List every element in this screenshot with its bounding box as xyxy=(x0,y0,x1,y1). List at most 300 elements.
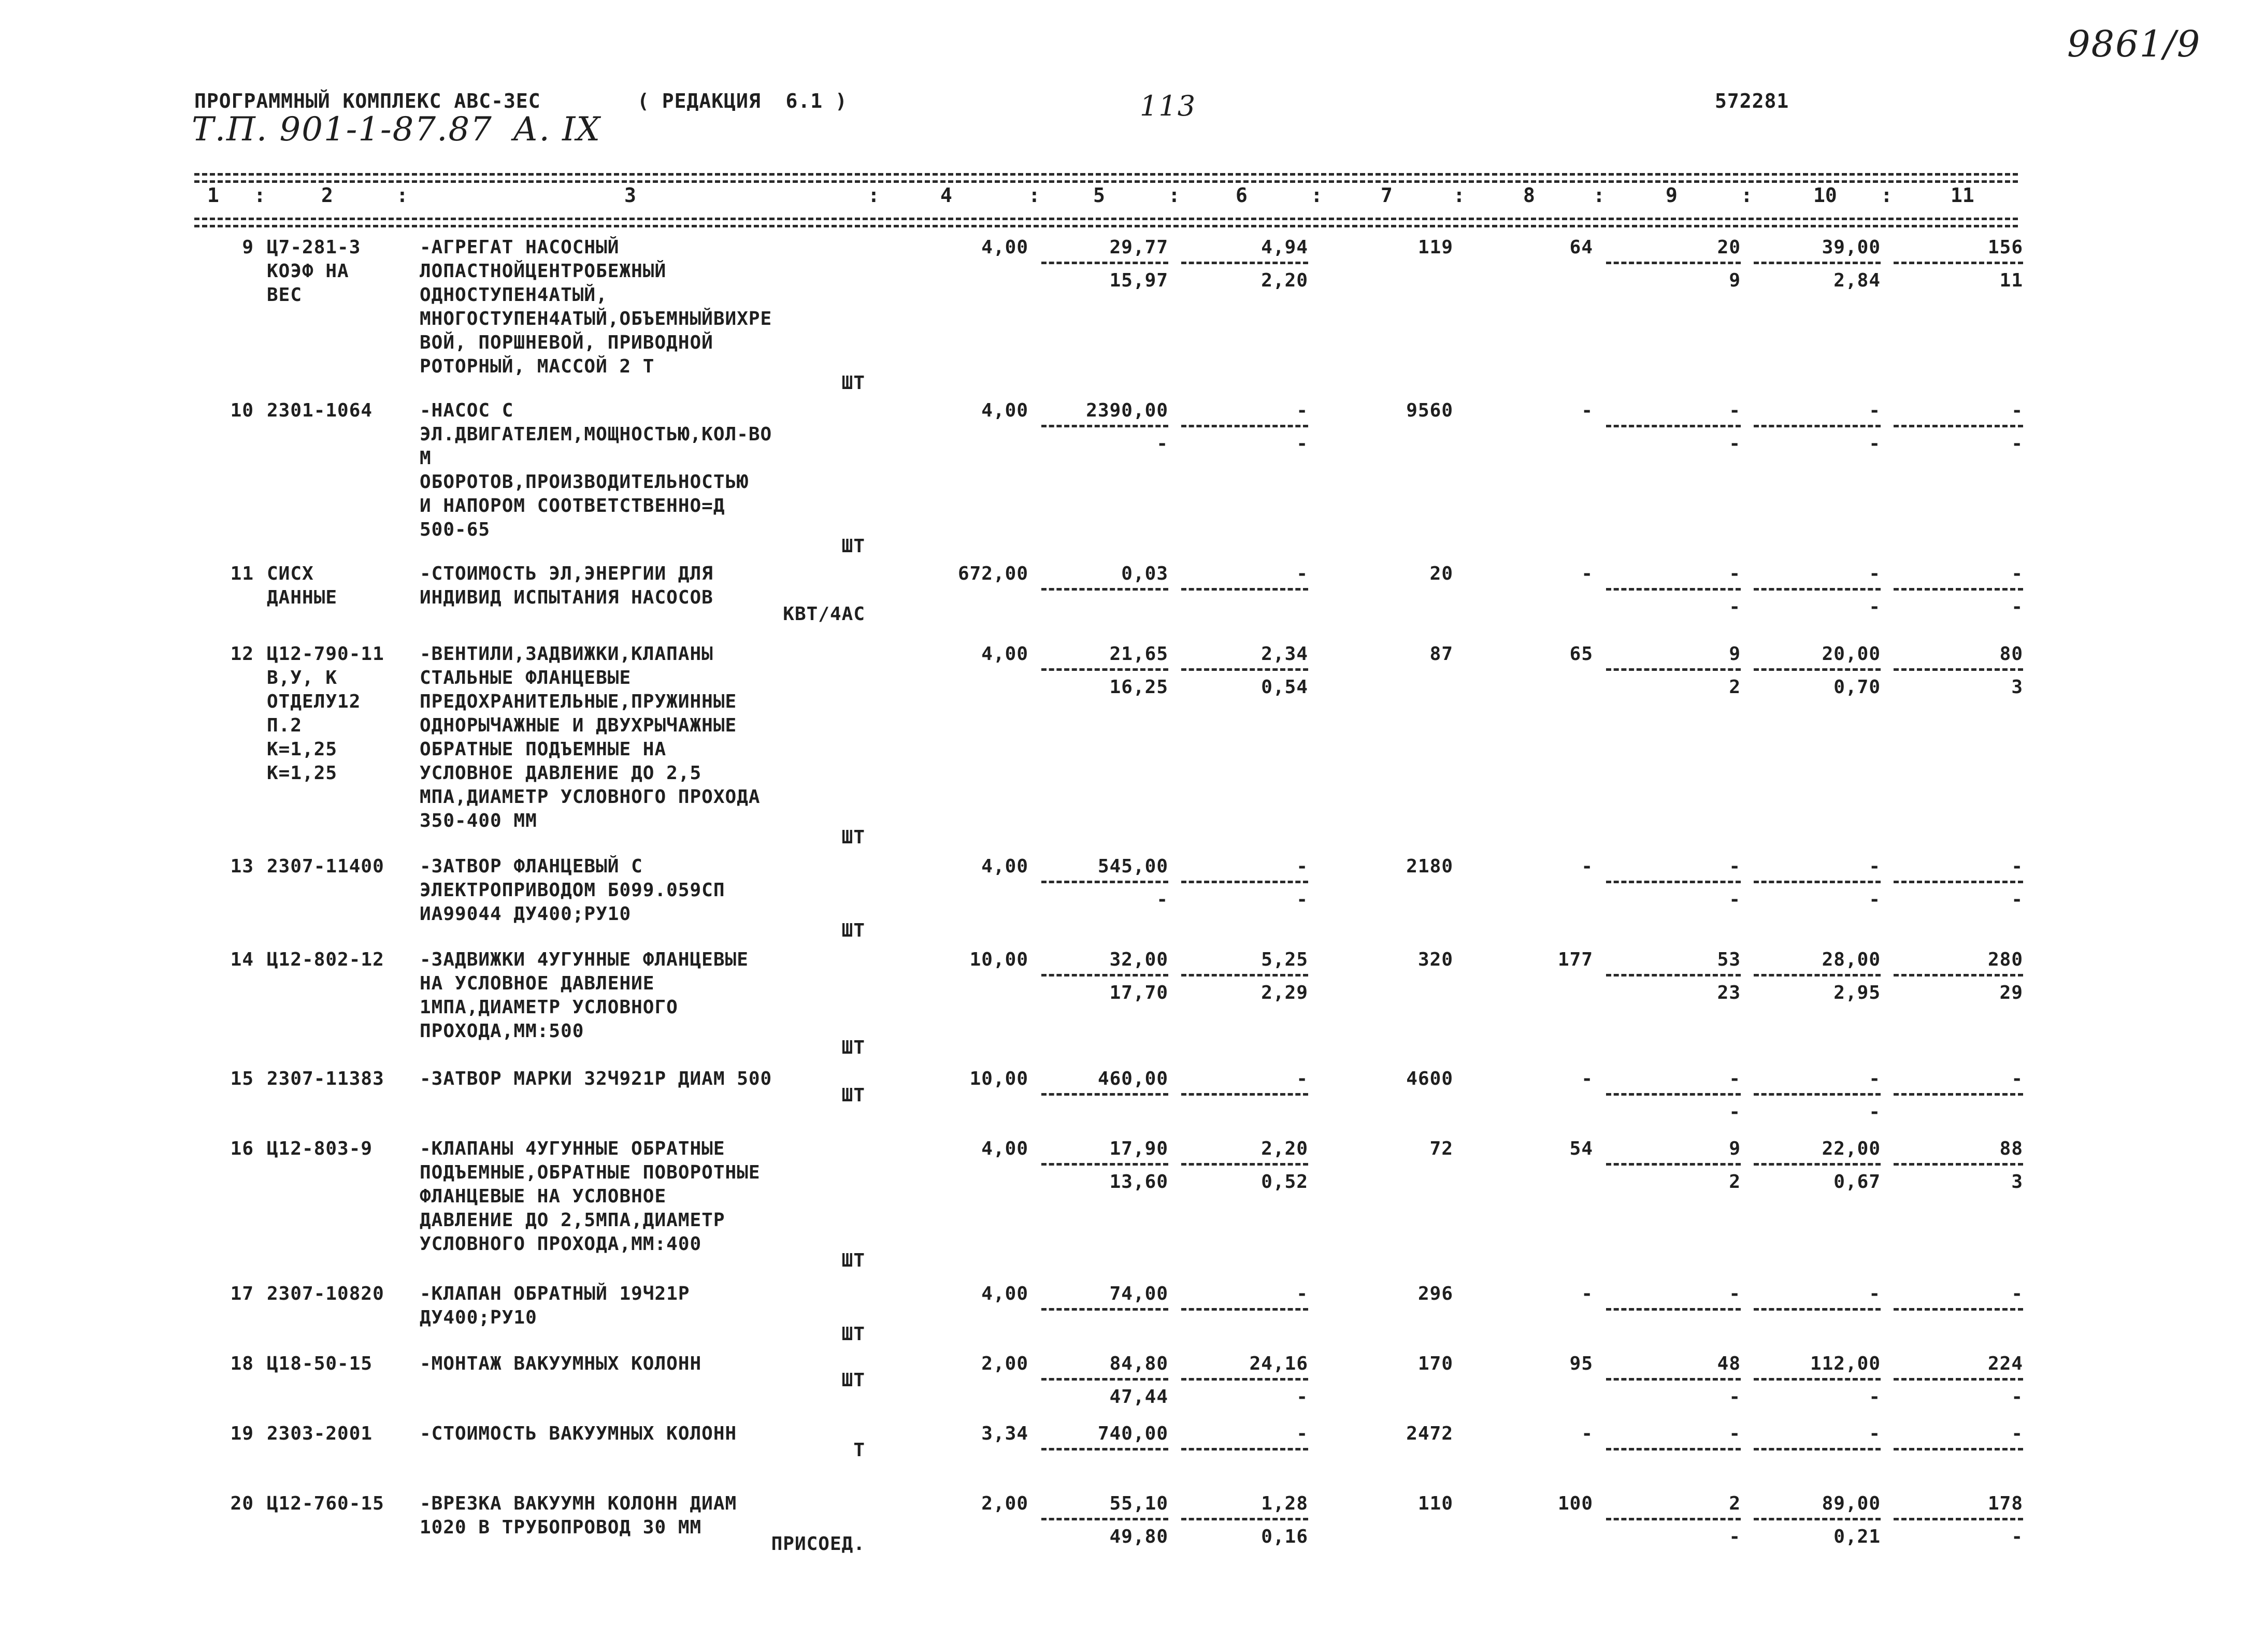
cell-divider-rule xyxy=(1181,262,1308,264)
item-description: СТАЛЬНЫЕ ФЛАНЦЕВЫЕ xyxy=(420,667,632,688)
item-description: ФЛАНЦЕВЫЕ НА УСЛОВНОЕ xyxy=(420,1186,667,1207)
col-7-cell: 320 xyxy=(1417,949,1453,970)
cell-divider-rule xyxy=(1041,1448,1168,1450)
c10-bottom-cell: 2,95 xyxy=(1833,982,1881,1003)
c11-bottom-cell: 11 xyxy=(1999,270,2023,291)
row-number: 13 xyxy=(230,856,254,877)
c6-bottom-cell: - xyxy=(1296,1386,1308,1407)
cell-divider-rule xyxy=(1181,1163,1308,1166)
cell-divider-rule xyxy=(1754,1378,1881,1381)
col-7-cell: 296 xyxy=(1417,1283,1453,1304)
c5-top-cell: 17,90 xyxy=(1109,1138,1168,1159)
c10-top-cell: 112,00 xyxy=(1810,1353,1881,1374)
c11-top-cell: - xyxy=(2011,1283,2023,1304)
item-description: ПОДЪЕМНЫЕ,ОБРАТНЫЕ ПОВОРОТНЫЕ xyxy=(420,1162,761,1183)
item-description: ДАВЛЕНИЕ ДО 2,5МПА,ДИАМЕТР xyxy=(420,1210,725,1231)
col-7-cell: 87 xyxy=(1429,643,1453,665)
cell-divider-rule xyxy=(1606,1093,1741,1096)
item-description: -ВЕНТИЛИ,ЗАДВИЖКИ,КЛАПАНЫ xyxy=(420,643,713,665)
col-7-cell: 2472 xyxy=(1406,1423,1453,1444)
c10-top-cell: - xyxy=(1869,563,1881,584)
cell-divider-rule xyxy=(1041,668,1168,671)
item-description: ЭЛЕКТРОПРИВОДОМ Б099.059СП xyxy=(420,880,725,901)
cell-divider-rule xyxy=(1606,1518,1741,1520)
col-8-header: 8 xyxy=(1523,184,1535,207)
col-7-header: 7 xyxy=(1381,184,1393,207)
c5-bottom-cell: 17,70 xyxy=(1109,982,1168,1003)
col-8-cell: 64 xyxy=(1569,237,1593,258)
c11-top-cell: 280 xyxy=(1987,949,2023,970)
quantity-cell: 10,00 xyxy=(969,949,1028,970)
col-4-header: 4 xyxy=(940,184,952,207)
c9-top-cell: 48 xyxy=(1717,1353,1741,1374)
c5-top-cell: 0,03 xyxy=(1121,563,1168,584)
c5-top-cell: 55,10 xyxy=(1109,1493,1168,1514)
quantity-cell: 4,00 xyxy=(981,856,1028,877)
col-7-cell: 110 xyxy=(1417,1493,1453,1514)
item-code: К=1,25 xyxy=(267,763,338,784)
row-number: 20 xyxy=(230,1493,254,1514)
item-code: 2307-11400 xyxy=(267,856,384,877)
cell-divider-rule xyxy=(1041,1093,1168,1096)
cell-divider-rule xyxy=(1181,425,1308,427)
c10-bottom-cell: - xyxy=(1869,889,1881,910)
item-description: -КЛАПАНЫ 4УГУННЫЕ ОБРАТНЫЕ xyxy=(420,1138,725,1159)
row-number: 10 xyxy=(230,400,254,421)
quantity-cell: 2,00 xyxy=(981,1353,1028,1374)
col-7-cell: 20 xyxy=(1429,563,1453,584)
c9-top-cell: - xyxy=(1729,1283,1741,1304)
item-unit: ПРИСОЕД. xyxy=(771,1533,865,1555)
c9-top-cell: - xyxy=(1729,563,1741,584)
cell-divider-rule xyxy=(1894,1518,2023,1520)
c9-bottom-cell: 2 xyxy=(1729,1171,1741,1193)
cell-divider-rule xyxy=(1181,1093,1308,1096)
row-number: 17 xyxy=(230,1283,254,1304)
quantity-cell: 3,34 xyxy=(981,1423,1028,1444)
cell-divider-rule xyxy=(1754,1163,1881,1166)
item-description: -ЗАТВОР ФЛАНЦЕВЫЙ С xyxy=(420,856,643,877)
item-description: УСЛОВНОЕ ДАВЛЕНИЕ ДО 2,5 xyxy=(420,763,702,784)
item-unit: ШТ xyxy=(841,536,865,557)
item-code: Ц12-760-15 xyxy=(267,1493,384,1514)
item-code: СИСХ xyxy=(267,563,314,584)
col-8-cell: 177 xyxy=(1557,949,1593,970)
item-code: П.2 xyxy=(267,715,303,736)
column-header-row: 1 2 3 4 5 6 7 8 9 10 11 : : : : : : : : : : xyxy=(207,184,1974,207)
cell-divider-rule xyxy=(1181,1378,1308,1381)
cell-divider-rule xyxy=(1606,1163,1741,1166)
c10-top-cell: - xyxy=(1869,1283,1881,1304)
cell-divider-rule xyxy=(1894,1093,2023,1096)
item-description: -ВРЕЗКА ВАКУУМН КОЛОНН ДИАМ xyxy=(420,1493,737,1514)
item-description: ОБРАТНЫЕ ПОДЪЕМНЫЕ НА xyxy=(420,739,667,760)
c5-bottom-cell: 16,25 xyxy=(1109,677,1168,698)
c11-bottom-cell: - xyxy=(2011,1386,2023,1407)
col-6-header: 6 xyxy=(1236,184,1248,207)
item-description: ЛОПАСТНОЙЦЕНТРОБЕЖНЫЙ xyxy=(420,261,667,282)
col-8-cell: - xyxy=(1581,563,1593,584)
c6-top-cell: 1,28 xyxy=(1261,1493,1308,1514)
cell-divider-rule xyxy=(1041,1308,1168,1311)
col-7-cell: 2180 xyxy=(1406,856,1453,877)
c5-bottom-cell: - xyxy=(1156,889,1168,910)
item-description: ПРЕДОХРАНИТЕЛЬНЫЕ,ПРУЖИННЫЕ xyxy=(420,691,737,712)
item-description: ПРОХОДА,ММ:500 xyxy=(420,1021,584,1042)
cell-divider-rule xyxy=(1181,1448,1308,1450)
item-description: -АГРЕГАТ НАСОСНЫЙ xyxy=(420,237,620,258)
item-description: МНОГОСТУПЕН4АТЫЙ,ОБЪЕМНЫЙВИХРЕ xyxy=(420,308,772,329)
col-1-header: 1 xyxy=(207,184,219,207)
item-code: Ц12-790-11 xyxy=(267,643,384,665)
c9-top-cell: - xyxy=(1729,400,1741,421)
col-8-cell: 100 xyxy=(1557,1493,1593,1514)
c10-bottom-cell: 0,67 xyxy=(1833,1171,1881,1193)
item-code: 2307-11383 xyxy=(267,1068,384,1089)
quantity-cell: 672,00 xyxy=(957,563,1028,584)
col-5-header: 5 xyxy=(1093,184,1105,207)
item-unit: ШТ xyxy=(841,1250,865,1271)
c11-bottom-cell: - xyxy=(2011,433,2023,454)
c11-bottom-cell: - xyxy=(2011,596,2023,617)
quantity-cell: 4,00 xyxy=(981,237,1028,258)
cell-divider-rule xyxy=(1041,588,1168,591)
cell-divider-rule xyxy=(1606,1378,1741,1381)
col-9-header: 9 xyxy=(1666,184,1678,207)
c5-top-cell: 21,65 xyxy=(1109,643,1168,665)
c5-top-cell: 740,00 xyxy=(1097,1423,1168,1444)
c6-top-cell: 4,94 xyxy=(1261,237,1308,258)
cell-divider-rule xyxy=(1041,425,1168,427)
c6-top-cell: 24,16 xyxy=(1249,1353,1308,1374)
col-8-cell: - xyxy=(1581,1068,1593,1089)
c5-top-cell: 74,00 xyxy=(1109,1283,1168,1304)
c10-top-cell: 22,00 xyxy=(1822,1138,1881,1159)
item-description: НА УСЛОВНОЕ ДАВЛЕНИЕ xyxy=(420,973,655,994)
item-code: В,У, К xyxy=(267,667,338,688)
c5-bottom-cell: 47,44 xyxy=(1109,1386,1168,1407)
item-unit: ШТ xyxy=(841,1085,865,1106)
c10-top-cell: 20,00 xyxy=(1822,643,1881,665)
c5-bottom-cell: 49,80 xyxy=(1109,1526,1168,1547)
quantity-cell: 4,00 xyxy=(981,1138,1028,1159)
item-code: ДАННЫЕ xyxy=(267,587,338,608)
item-description: ИНДИВИД ИСПЫТАНИЯ НАСОСОВ xyxy=(420,587,713,608)
quantity-cell: 4,00 xyxy=(981,400,1028,421)
c11-top-cell: - xyxy=(2011,563,2023,584)
project-number: Т.П. 901-1-87.87 xyxy=(192,110,493,149)
cell-divider-rule xyxy=(1894,668,2023,671)
c9-top-cell: - xyxy=(1729,856,1741,877)
col-8-cell: - xyxy=(1581,1283,1593,1304)
c10-bottom-cell: - xyxy=(1869,433,1881,454)
item-code: 2303-2001 xyxy=(267,1423,373,1444)
c5-top-cell: 545,00 xyxy=(1097,856,1168,877)
c11-top-cell: - xyxy=(2011,856,2023,877)
c11-top-cell: 224 xyxy=(1987,1353,2023,1374)
cell-divider-rule xyxy=(1181,1308,1308,1311)
col-8-cell: - xyxy=(1581,856,1593,877)
cell-divider-rule xyxy=(1894,1378,2023,1381)
item-description: ОДНОРЫЧАЖНЫЕ И ДВУХРЫЧАЖНЫЕ xyxy=(420,715,737,736)
c6-bottom-cell: 0,54 xyxy=(1261,677,1308,698)
cell-divider-rule xyxy=(1894,1163,2023,1166)
c6-bottom-cell: 2,20 xyxy=(1261,270,1308,291)
cell-divider-rule xyxy=(1606,881,1741,883)
row-number: 15 xyxy=(230,1068,254,1089)
item-description: МПА,ДИАМЕТР УСЛОВНОГО ПРОХОДА xyxy=(420,786,761,808)
c10-top-cell: 28,00 xyxy=(1822,949,1881,970)
item-description: ВОЙ, ПОРШНЕВОЙ, ПРИВОДНОЙ xyxy=(420,332,713,353)
item-code: Ц12-802-12 xyxy=(267,949,384,970)
item-description: -МОНТАЖ ВАКУУМНЫХ КОЛОНН xyxy=(420,1353,702,1374)
cell-divider-rule xyxy=(1041,881,1168,883)
item-description: 1МПА,ДИАМЕТР УСЛОВНОГО xyxy=(420,997,678,1018)
item-description: 350-400 ММ xyxy=(420,810,537,831)
cell-divider-rule xyxy=(1181,588,1308,591)
c10-bottom-cell: 0,70 xyxy=(1833,677,1881,698)
item-code: Ц18-50-15 xyxy=(267,1353,373,1374)
item-description: -ЗАДВИЖКИ 4УГУННЫЕ ФЛАНЦЕВЫЕ xyxy=(420,949,749,970)
item-description: И НАПОРОМ СООТВЕТСТВЕННО=Д xyxy=(420,495,725,516)
c5-top-cell: 29,77 xyxy=(1109,237,1168,258)
col-7-cell: 119 xyxy=(1417,237,1453,258)
col-7-cell: 4600 xyxy=(1406,1068,1453,1089)
c10-bottom-cell: - xyxy=(1869,1101,1881,1123)
item-description: РОТОРНЫЙ, МАССОЙ 2 Т xyxy=(420,356,655,377)
item-unit: ШТ xyxy=(841,920,865,941)
c5-top-cell: 84,80 xyxy=(1109,1353,1168,1374)
item-unit: Т xyxy=(853,1440,865,1461)
album-number: А. IX xyxy=(513,110,601,149)
c10-top-cell: - xyxy=(1869,400,1881,421)
c6-top-cell: - xyxy=(1296,1423,1308,1444)
c10-top-cell: - xyxy=(1869,1068,1881,1089)
item-code: 2307-10820 xyxy=(267,1283,384,1304)
c5-top-cell: 32,00 xyxy=(1109,949,1168,970)
cell-divider-rule xyxy=(1754,425,1881,427)
page-number: 113 xyxy=(1140,90,1197,122)
col-8-cell: - xyxy=(1581,400,1593,421)
c10-bottom-cell: 2,84 xyxy=(1833,270,1881,291)
c11-bottom-cell: - xyxy=(2011,1526,2023,1547)
c6-top-cell: 5,25 xyxy=(1261,949,1308,970)
col-7-cell: 72 xyxy=(1429,1138,1453,1159)
col-8-cell: - xyxy=(1581,1423,1593,1444)
quantity-cell: 4,00 xyxy=(981,643,1028,665)
edition: ( РЕДАКЦИЯ 6.1 ) xyxy=(637,90,848,112)
cell-divider-rule xyxy=(1041,262,1168,264)
c11-top-cell: - xyxy=(2011,400,2023,421)
document-code: 572281 xyxy=(1715,90,1789,112)
c10-top-cell: 89,00 xyxy=(1822,1493,1881,1514)
col-7-cell: 170 xyxy=(1417,1353,1453,1374)
c6-top-cell: - xyxy=(1296,856,1308,877)
program-title: ПРОГРАММНЫЙ КОМПЛЕКС АВС-3ЕС xyxy=(194,90,541,112)
item-description: 1020 В ТРУБОПРОВОД 30 ММ xyxy=(420,1517,702,1538)
c5-bottom-cell: 13,60 xyxy=(1109,1171,1168,1193)
item-description: ОДНОСТУПЕН4АТЫЙ, xyxy=(420,284,608,306)
cell-divider-rule xyxy=(1041,1163,1168,1166)
row-number: 16 xyxy=(230,1138,254,1159)
c9-bottom-cell: - xyxy=(1729,1386,1741,1407)
item-description: М xyxy=(420,448,432,469)
cell-divider-rule xyxy=(1754,974,1881,976)
cell-divider-rule xyxy=(1041,1518,1168,1520)
c6-top-cell: 2,34 xyxy=(1261,643,1308,665)
c6-top-cell: - xyxy=(1296,1068,1308,1089)
item-description: ИА99044 ДУ400;РУ10 xyxy=(420,903,632,925)
cell-divider-rule xyxy=(1894,1308,2023,1311)
cell-divider-rule xyxy=(1894,588,2023,591)
cell-divider-rule xyxy=(1606,668,1741,671)
sheet-number: 9861/9 xyxy=(2067,23,2201,65)
item-description: ОБОРОТОВ,ПРОИЗВОДИТЕЛЬНОСТЬЮ xyxy=(420,471,749,493)
col-10-header: 10 xyxy=(1813,184,1837,207)
cell-divider-rule xyxy=(1754,588,1881,591)
c11-bottom-cell: 3 xyxy=(2011,1171,2023,1193)
cell-divider-rule xyxy=(1041,1378,1168,1381)
cell-divider-rule xyxy=(1606,262,1741,264)
quantity-cell: 10,00 xyxy=(969,1068,1028,1089)
c11-top-cell: - xyxy=(2011,1423,2023,1444)
c5-bottom-cell: 15,97 xyxy=(1109,270,1168,291)
item-unit: ШТ xyxy=(841,372,865,394)
item-description: -СТОИМОСТЬ ВАКУУМНЫХ КОЛОНН xyxy=(420,1423,737,1444)
col-8-cell: 65 xyxy=(1569,643,1593,665)
c5-bottom-cell: - xyxy=(1156,433,1168,454)
c6-top-cell: 2,20 xyxy=(1261,1138,1308,1159)
c6-top-cell: - xyxy=(1296,563,1308,584)
item-unit: ШТ xyxy=(841,1370,865,1391)
item-description: -СТОИМОСТЬ ЭЛ,ЭНЕРГИИ ДЛЯ xyxy=(420,563,713,584)
c5-top-cell: 460,00 xyxy=(1097,1068,1168,1089)
item-code: Ц12-803-9 xyxy=(267,1138,373,1159)
row-number: 12 xyxy=(230,643,254,665)
c9-top-cell: 9 xyxy=(1729,1138,1741,1159)
c11-bottom-cell: 3 xyxy=(2011,677,2023,698)
item-code: ОТДЕЛУ12 xyxy=(267,691,361,712)
c11-top-cell: - xyxy=(2011,1068,2023,1089)
c9-bottom-cell: 2 xyxy=(1729,677,1741,698)
item-code: КОЭФ НА xyxy=(267,261,349,282)
item-description: 500-65 xyxy=(420,519,491,540)
cell-divider-rule xyxy=(1754,262,1881,264)
c10-top-cell: - xyxy=(1869,856,1881,877)
cell-divider-rule xyxy=(1894,881,2023,883)
cell-divider-rule xyxy=(1754,1518,1881,1520)
col-8-cell: 95 xyxy=(1569,1353,1593,1374)
c11-bottom-cell: - xyxy=(2011,889,2023,910)
item-unit: ШТ xyxy=(841,1324,865,1345)
c6-bottom-cell: 2,29 xyxy=(1261,982,1308,1003)
c6-bottom-cell: 0,52 xyxy=(1261,1171,1308,1193)
c9-top-cell: 2 xyxy=(1729,1493,1741,1514)
cell-divider-rule xyxy=(1754,1308,1881,1311)
cell-divider-rule xyxy=(1181,974,1308,976)
col-8-cell: 54 xyxy=(1569,1138,1593,1159)
c9-bottom-cell: - xyxy=(1729,1526,1741,1547)
cell-divider-rule xyxy=(1606,425,1741,427)
cell-divider-rule xyxy=(1606,974,1741,976)
cell-divider-rule xyxy=(1181,881,1308,883)
cell-divider-rule xyxy=(1754,668,1881,671)
c9-bottom-cell: - xyxy=(1729,1101,1741,1123)
c11-top-cell: 178 xyxy=(1987,1493,2023,1514)
item-description: -НАСОС С xyxy=(420,400,514,421)
item-description: -ЗАТВОР МАРКИ 32Ч921Р ДИАМ 500 xyxy=(420,1068,772,1089)
c6-top-cell: - xyxy=(1296,1283,1308,1304)
item-code: Ц7-281-3 xyxy=(267,237,361,258)
cell-divider-rule xyxy=(1181,668,1308,671)
item-description: УСЛОВНОГО ПРОХОДА,ММ:400 xyxy=(420,1233,702,1255)
c9-top-cell: - xyxy=(1729,1423,1741,1444)
cell-divider-rule xyxy=(1606,1448,1741,1450)
c9-bottom-cell: - xyxy=(1729,596,1741,617)
col-7-cell: 9560 xyxy=(1406,400,1453,421)
cell-divider-rule xyxy=(1894,425,2023,427)
item-description: ДУ400;РУ10 xyxy=(420,1307,537,1328)
row-number: 18 xyxy=(230,1353,254,1374)
c10-bottom-cell: - xyxy=(1869,1386,1881,1407)
c6-bottom-cell: 0,16 xyxy=(1261,1526,1308,1547)
c6-top-cell: - xyxy=(1296,400,1308,421)
col-11-header: 11 xyxy=(1951,184,1974,207)
c6-bottom-cell: - xyxy=(1296,889,1308,910)
c11-top-cell: 80 xyxy=(1999,643,2023,665)
c10-bottom-cell: 0,21 xyxy=(1833,1526,1881,1547)
row-number: 11 xyxy=(230,563,254,584)
c9-top-cell: 53 xyxy=(1717,949,1741,970)
item-code: К=1,25 xyxy=(267,739,338,760)
cell-divider-rule xyxy=(1754,1448,1881,1450)
cell-divider-rule xyxy=(1894,262,2023,264)
c9-bottom-cell: - xyxy=(1729,433,1741,454)
item-description: ЭЛ.ДВИГАТЕЛЕМ,МОЩНОСТЬЮ,КОЛ-ВО xyxy=(420,424,772,445)
c5-top-cell: 2390,00 xyxy=(1086,400,1168,421)
col-3-header: 3 xyxy=(624,184,636,207)
item-code: 2301-1064 xyxy=(267,400,373,421)
cell-divider-rule xyxy=(1041,974,1168,976)
c10-top-cell: - xyxy=(1869,1423,1881,1444)
cell-divider-rule xyxy=(1754,1093,1881,1096)
quantity-cell: 4,00 xyxy=(981,1283,1028,1304)
item-code: ВЕС xyxy=(267,284,303,306)
c9-bottom-cell: - xyxy=(1729,889,1741,910)
c9-bottom-cell: 9 xyxy=(1729,270,1741,291)
item-unit: КВТ/4АС xyxy=(783,604,865,625)
row-number: 9 xyxy=(242,237,254,258)
cell-divider-rule xyxy=(1606,588,1741,591)
c11-top-cell: 156 xyxy=(1987,237,2023,258)
quantity-cell: 2,00 xyxy=(981,1493,1028,1514)
c11-top-cell: 88 xyxy=(1999,1138,2023,1159)
item-unit: ШТ xyxy=(841,827,865,848)
c9-top-cell: 9 xyxy=(1729,643,1741,665)
row-number: 19 xyxy=(230,1423,254,1444)
col-2-header: 2 xyxy=(321,184,333,207)
cell-divider-rule xyxy=(1606,1308,1741,1311)
c10-top-cell: 39,00 xyxy=(1822,237,1881,258)
cell-divider-rule xyxy=(1181,1518,1308,1520)
cell-divider-rule xyxy=(1894,974,2023,976)
c6-bottom-cell: - xyxy=(1296,433,1308,454)
item-unit: ШТ xyxy=(841,1037,865,1058)
c9-bottom-cell: 23 xyxy=(1717,982,1741,1003)
c9-top-cell: - xyxy=(1729,1068,1741,1089)
item-description: -КЛАПАН ОБРАТНЫЙ 19Ч21Р xyxy=(420,1283,690,1304)
c11-bottom-cell: 29 xyxy=(1999,982,2023,1003)
